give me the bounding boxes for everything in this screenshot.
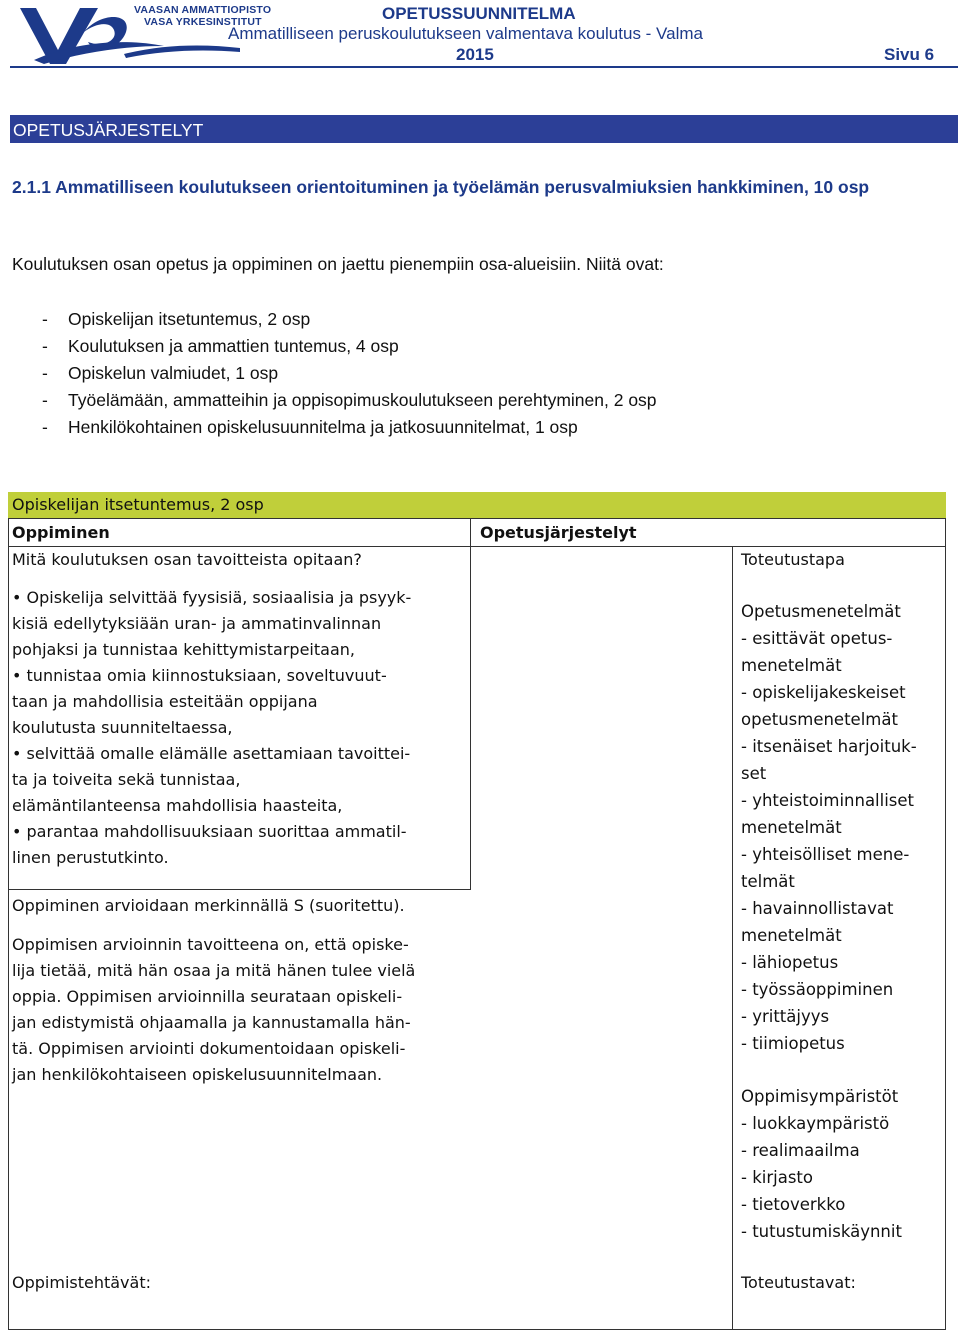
assessment-line: lija tietää, mitä hän osaa ja mitä hänen tulee vielä bbox=[12, 961, 416, 980]
goal-line: linen perustutkinto. bbox=[12, 848, 169, 867]
list-item: - Henkilökohtainen opiskelusuunnitelma ja jatkosuunnitelmat, 1 osp bbox=[42, 417, 578, 437]
environment-line: Oppimisympäristöt bbox=[741, 1087, 899, 1106]
document-year: 2015 bbox=[456, 45, 494, 64]
intro-paragraph: Koulutuksen osan opetus ja oppiminen on jaettu pienempiin osa-alueisiin. Niitä ovat: bbox=[12, 254, 664, 274]
learning-environments bbox=[741, 1083, 902, 1245]
column-divider bbox=[470, 519, 471, 890]
assessment-text bbox=[12, 932, 415, 1088]
goal-line: • tunnistaa omia kiinnostuksiaan, soveltuvuut- bbox=[12, 666, 387, 685]
row-divider bbox=[8, 546, 946, 547]
learning-tasks-label: Oppimistehtävät: bbox=[12, 1273, 151, 1292]
method-line: Opetusmenetelmät bbox=[741, 602, 901, 621]
environment-line: - tietoverkko bbox=[741, 1195, 846, 1214]
environment-line: - realimaailma bbox=[741, 1141, 860, 1160]
objectives-question: Mitä koulutuksen osan tavoitteista opitaan? bbox=[12, 550, 362, 569]
learning-goals bbox=[12, 585, 411, 871]
list-item: - Koulutuksen ja ammattien tuntemus, 4 osp bbox=[42, 336, 399, 356]
method-line: - yhteisölliset mene- bbox=[741, 845, 910, 864]
list-item: - Opiskelijan itsetuntemus, 2 osp bbox=[42, 309, 311, 329]
method-line: - esittävät opetus- bbox=[741, 629, 893, 648]
method-line: menetelmät bbox=[741, 656, 842, 675]
goal-line: kisiä edellytyksiään uran- ja ammatinvalinnan bbox=[12, 614, 382, 633]
assessment-line: Oppimisen arvioinnin tavoitteena on, että opiske- bbox=[12, 935, 409, 954]
section-heading: 2.1.1 Ammatilliseen koulutukseen orientoituminen ja työelämän perusvalmiuksien hankkiminen, 10 osp bbox=[12, 177, 870, 197]
section-band bbox=[10, 115, 958, 143]
page-number: Sivu 6 bbox=[884, 45, 935, 64]
environment-line: - kirjasto bbox=[741, 1168, 813, 1187]
logo-org-name-sv: VASA YRKESINSTITUT bbox=[144, 16, 262, 28]
assessment-line: oppia. Oppimisen arvioinnilla seurataan opiskeli- bbox=[12, 987, 403, 1006]
teaching-methods bbox=[741, 598, 917, 1057]
method-line: menetelmät bbox=[741, 818, 842, 837]
goal-line: pohjaksi ja tunnistaa kehittymistarpeitaan, bbox=[12, 640, 355, 659]
list-item: - Työelämään, ammatteihin ja oppisopimuskoulutukseen perehtyminen, 2 osp bbox=[42, 390, 657, 410]
header-divider bbox=[10, 66, 958, 68]
goal-line: ta ja toiveita sekä tunnistaa, bbox=[12, 770, 241, 789]
document-title: OPETUSSUUNNITELMA bbox=[382, 4, 576, 23]
implementations-label: Toteutustavat: bbox=[741, 1273, 856, 1292]
document-subtitle: Ammatilliseen peruskoulutukseen valmentava koulutus - Valma bbox=[228, 24, 703, 43]
goal-line: • selvittää omalle elämälle asettamiaan tavoittei- bbox=[12, 744, 411, 763]
column-header-arrangements: Opetusjärjestelyt bbox=[480, 523, 637, 542]
column-header-learning: Oppiminen bbox=[12, 523, 110, 542]
assessment-label: Oppiminen arvioidaan merkinnällä S (suoritettu). bbox=[12, 896, 405, 915]
goal-line: • Opiskelija selvittää fyysisiä, sosiaalisia ja psyyk- bbox=[12, 588, 412, 607]
method-line: - yhteistoiminnalliset bbox=[741, 791, 915, 810]
goal-line: elämäntilanteensa mahdollisia haasteita, bbox=[12, 796, 343, 815]
environment-line: - tutustumiskäynnit bbox=[741, 1222, 902, 1241]
table-title: Opiskelijan itsetuntemus, 2 osp bbox=[12, 495, 264, 514]
column-divider bbox=[732, 546, 733, 1330]
environment-line: - luokkaympäristö bbox=[741, 1114, 890, 1133]
assessment-line: tä. Oppimisen arviointi dokumentoidaan opiskeli- bbox=[12, 1039, 406, 1058]
table-title-row bbox=[8, 492, 946, 519]
method-line: opetusmenetelmät bbox=[741, 710, 898, 729]
logo-org-name-fi: VAASAN AMMATTIOPISTO bbox=[134, 4, 272, 16]
goal-line: • parantaa mahdollisuuksiaan suorittaa ammatil- bbox=[12, 822, 407, 841]
list-item: - Opiskelun valmiudet, 1 osp bbox=[42, 363, 279, 383]
method-line: telmät bbox=[741, 872, 795, 891]
method-line: - työssäoppiminen bbox=[741, 980, 894, 999]
goal-line: taan ja mahdollisia esteitään oppijana bbox=[12, 692, 318, 711]
section-band-title: OPETUSJÄRJESTELYT bbox=[13, 120, 204, 140]
method-line: - havainnollistavat bbox=[741, 899, 894, 918]
method-line: - itsenäiset harjoituk- bbox=[741, 737, 917, 756]
assessment-line: jan henkilökohtaiseen opiskelusuunnitelmaan. bbox=[12, 1065, 383, 1084]
assessment-line: jan edistymistä ohjaamalla ja kannustamalla hän- bbox=[12, 1013, 411, 1032]
method-line: - tiimiopetus bbox=[741, 1034, 845, 1053]
method-line: - opiskelijakeskeiset bbox=[741, 683, 906, 702]
implementation-label: Toteutustapa bbox=[741, 550, 845, 569]
method-line: menetelmät bbox=[741, 926, 842, 945]
method-line: set bbox=[741, 764, 767, 783]
row-divider bbox=[8, 889, 471, 890]
sub-areas-list bbox=[42, 306, 657, 441]
method-line: - lähiopetus bbox=[741, 953, 839, 972]
goal-line: koulutusta suunniteltaessa, bbox=[12, 718, 233, 737]
method-line: - yrittäjyys bbox=[741, 1007, 830, 1026]
